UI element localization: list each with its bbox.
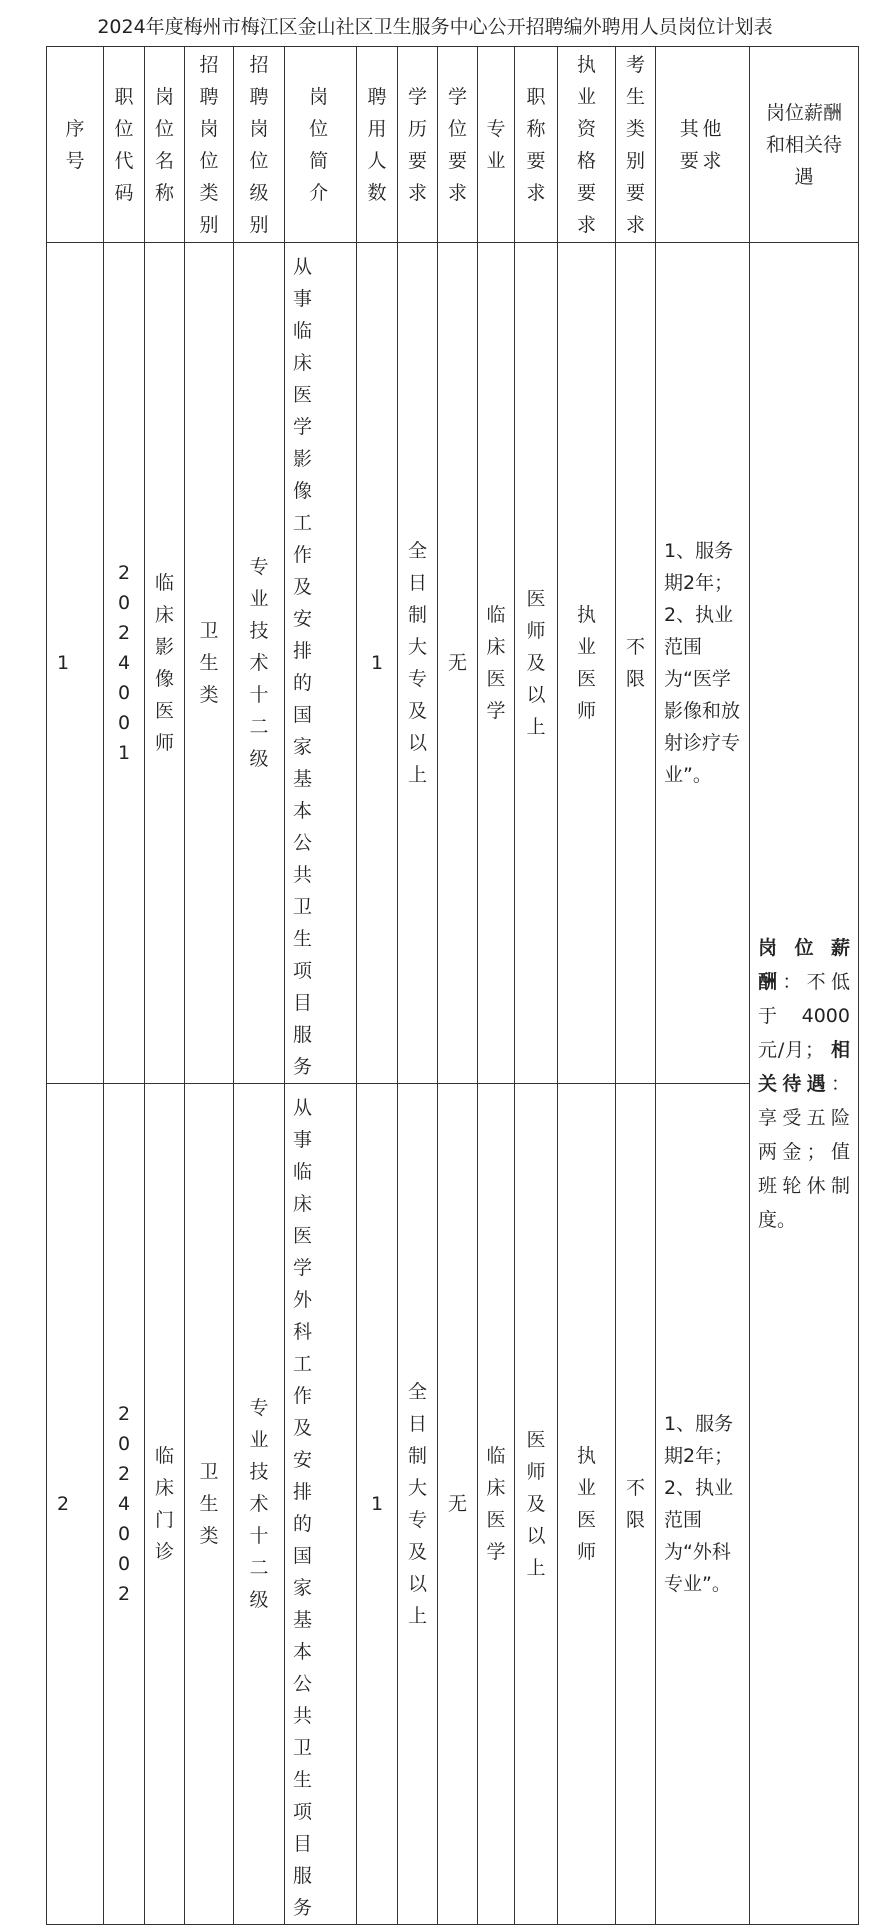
salary-label: 岗位薪酬: [758, 936, 850, 993]
cell-major: 临床医学: [478, 1084, 515, 1925]
cell-level: 专业技术十二级: [234, 243, 285, 1084]
header-degree: 学位要求: [438, 47, 478, 243]
cell-count: 1: [357, 243, 398, 1084]
cell-salary: [750, 243, 859, 1925]
header-major: 专业: [478, 47, 515, 243]
salary-text: ：不低于 4000 元/月；: [758, 970, 850, 1061]
table-row: [47, 243, 859, 1084]
cell-name: 临床影像医师: [145, 243, 185, 1084]
cell-seq: 2: [47, 1084, 104, 1925]
cell-other: 1、服务期2年；2、执业范围为“医学影像和放射诊疗专业”。: [656, 243, 750, 1084]
cell-major: 临床医学: [478, 243, 515, 1084]
header-level: 招聘岗位级别: [234, 47, 285, 243]
header-title-req: 职称要求: [515, 47, 558, 243]
cell-candidate: 不限: [616, 243, 656, 1084]
cell-seq: 1: [47, 243, 104, 1084]
header-candidate: 考生类别要求: [616, 47, 656, 243]
cell-candidate: 不限: [616, 1084, 656, 1925]
header-edu: 学历要求: [398, 47, 438, 243]
header-code: 职位代码: [104, 47, 145, 243]
recruitment-table: [46, 46, 859, 1925]
header-type: 招聘岗位类别: [185, 47, 234, 243]
benefits-label: 相关待遇: [758, 1038, 851, 1095]
header-other: 其他要求: [656, 47, 750, 243]
cell-license: 执业医师: [558, 243, 616, 1084]
header-intro: 岗位简介: [285, 47, 357, 243]
cell-title-req: 医师及以上: [515, 1084, 558, 1925]
cell-type: 卫生类: [185, 243, 234, 1084]
cell-license: 执业医师: [558, 1084, 616, 1925]
cell-type: 卫生类: [185, 1084, 234, 1925]
benefits-text: ：享受五险两金；值班轮休制度。: [758, 1072, 850, 1231]
cell-intro: 从事临床医学外科工作及安排的国家基本公共卫生项目服务: [285, 1084, 357, 1925]
cell-level: 专业技术十二级: [234, 1084, 285, 1925]
table-row: [47, 1084, 859, 1925]
cell-name: 临床门诊: [145, 1084, 185, 1925]
cell-other: 1、服务期2年；2、执业范围为“外科专业”。: [656, 1084, 750, 1925]
header-seq: 序号: [47, 47, 104, 243]
cell-count: 1: [357, 1084, 398, 1925]
cell-code: 2024002: [104, 1084, 145, 1925]
header-count: 聘用人数: [357, 47, 398, 243]
cell-code: 2024001: [104, 243, 145, 1084]
header-row: [47, 47, 859, 243]
cell-edu: 全日制大专及以上: [398, 243, 438, 1084]
cell-degree: 无: [438, 243, 478, 1084]
cell-edu: 全日制大专及以上: [398, 1084, 438, 1925]
header-license: 执业资格要求: [558, 47, 616, 243]
cell-title-req: 医师及以上: [515, 243, 558, 1084]
header-salary: 岗位薪酬和相关待遇: [750, 47, 859, 243]
cell-degree: 无: [438, 1084, 478, 1925]
header-name: 岗位名称: [145, 47, 185, 243]
cell-intro: 从事临床医学影像工作及安排的国家基本公共卫生项目服务: [285, 243, 357, 1084]
page-title: 2024年度梅州市梅江区金山社区卫生服务中心公开招聘编外聘用人员岗位计划表: [97, 16, 773, 38]
